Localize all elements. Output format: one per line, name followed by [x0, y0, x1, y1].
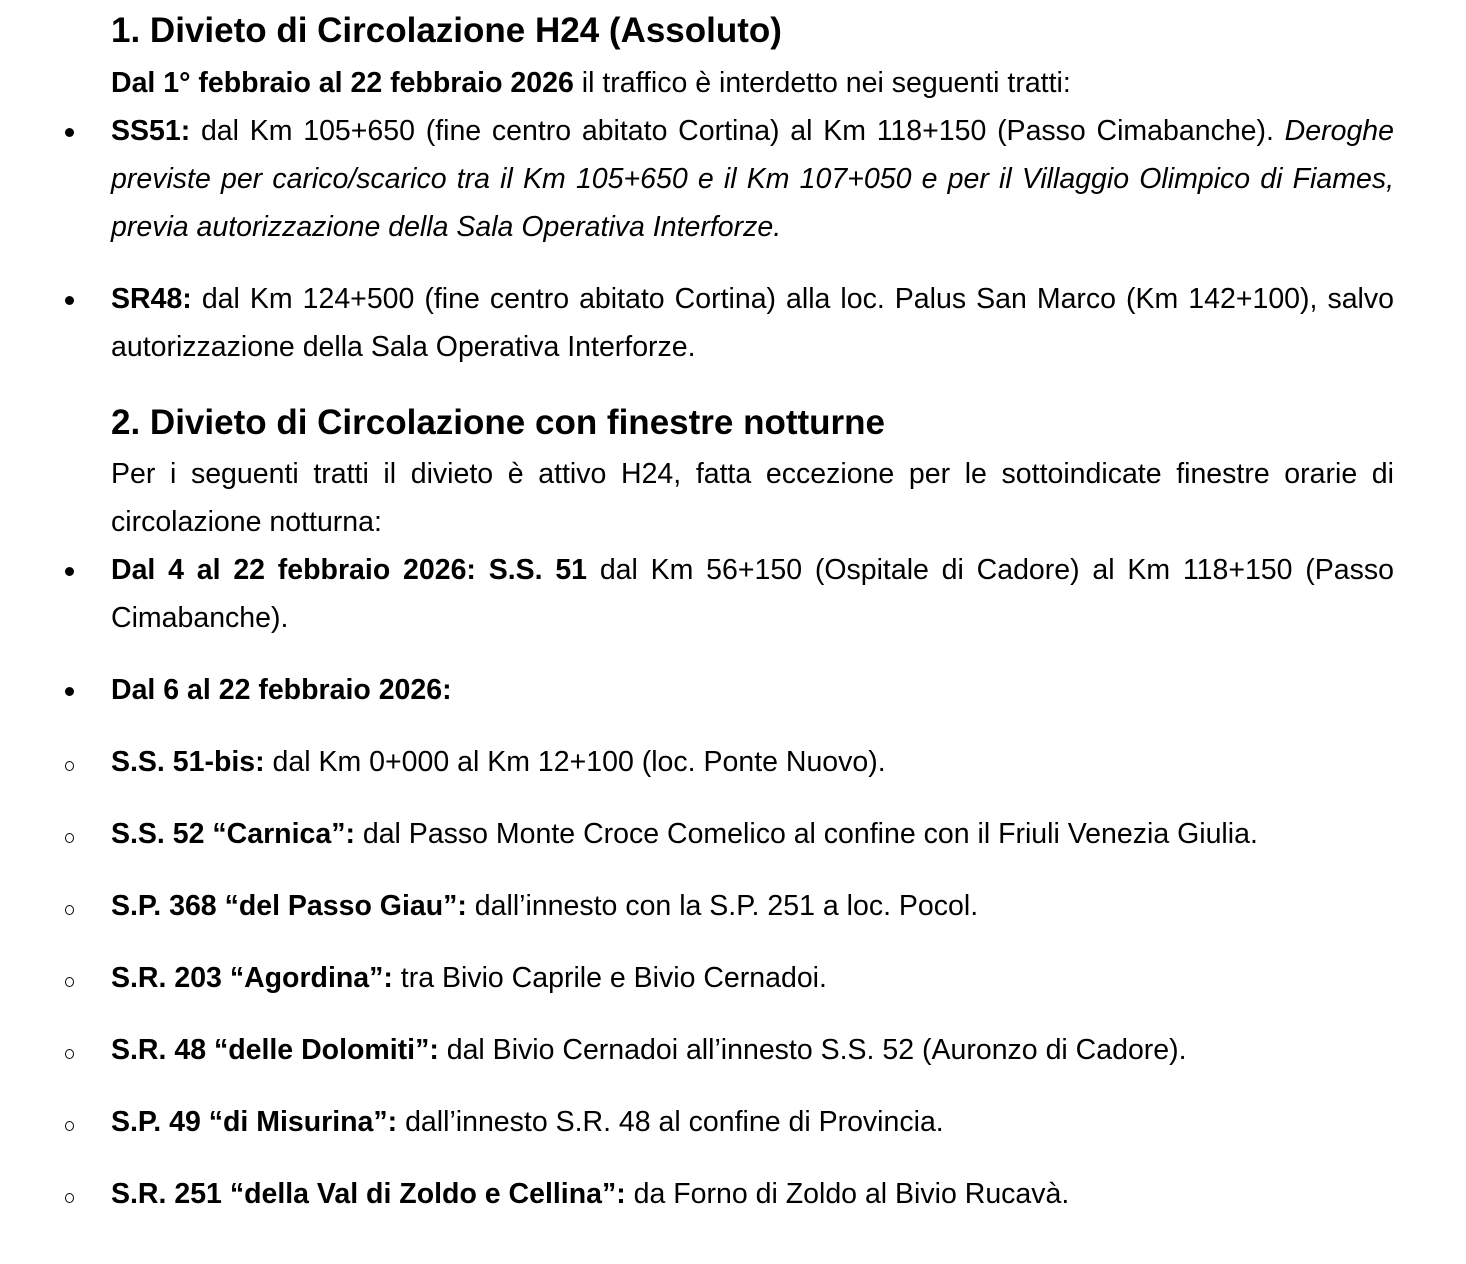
section1-intro-text: il traffico è interdetto nei seguenti tratti:: [573, 67, 1071, 99]
item-label: SR48:: [111, 283, 192, 315]
section2-item-dal6: [111, 666, 1394, 714]
bullet-icon: [63, 294, 75, 306]
subitem-label: S.S. 51-bis:: [111, 746, 265, 778]
section1-intro: [111, 59, 1394, 107]
subitem-text: dal Bivio Cernadoi all’innesto S.S. 52 (Auronzo di Cadore).: [438, 1034, 1187, 1066]
subitem-label: S.S. 52 “Carnica”:: [111, 818, 355, 850]
circle-bullet-icon: [63, 1048, 75, 1060]
subitem-text: dal Km 0+000 al Km 12+100 (loc. Ponte Nuovo).: [264, 746, 886, 778]
subitem-label: S.P. 368 “del Passo Giau”:: [111, 890, 467, 922]
subitem-text: dall’innesto S.R. 48 al confine di Provincia.: [397, 1106, 944, 1138]
section2-item-ss51: [111, 546, 1394, 642]
subitem-text: dall’innesto con la S.P. 251 a loc. Pocol.: [466, 890, 979, 922]
subitem-sr48: [111, 1026, 1394, 1074]
section1-heading: 1. Divieto di Circolazione H24 (Assoluto): [111, 11, 782, 50]
section2-heading: 2. Divieto di Circolazione con finestre notturne: [111, 403, 885, 442]
section1-intro-dates: Dal 1° febbraio al 22 febbraio 2026: [111, 67, 574, 99]
bullet-icon: [63, 126, 75, 138]
bullet-icon: [63, 565, 75, 577]
circle-bullet-icon: [63, 904, 75, 916]
item-label: Dal 6 al 22 febbraio 2026:: [111, 674, 452, 706]
subitem-text: tra Bivio Caprile e Bivio Cernadoi.: [392, 962, 827, 994]
subitem-label: S.R. 251 “della Val di Zoldo e Cellina”:: [111, 1178, 626, 1210]
subitem-label: S.R. 48 “delle Dolomiti”:: [111, 1034, 439, 1066]
subitem-ss51bis: [111, 738, 1394, 786]
subitem-text: dal Passo Monte Croce Comelico al confine con il Friuli Venezia Giulia.: [354, 818, 1258, 850]
subitem-sr203: [111, 954, 1394, 1002]
circle-bullet-icon: [63, 1120, 75, 1132]
subitem-sp49: [111, 1098, 1394, 1146]
item-label: SS51:: [111, 115, 191, 147]
subitem-text: da Forno di Zoldo al Bivio Rucavà.: [625, 1178, 1070, 1210]
subitem-ss52: [111, 810, 1394, 858]
item-text: dal Km 105+650 (fine centro abitato Cortina) al Km 118+150 (Passo Cimabanche).: [190, 115, 1285, 147]
item-text: dal Km 124+500 (fine centro abitato Cortina) alla loc. Palus San Marco (Km 142+100), salvo autorizzazione della Sala Operativa Interforze.: [111, 283, 1394, 363]
subitem-label: S.P. 49 “di Misurina”:: [111, 1106, 398, 1138]
circle-bullet-icon: [63, 760, 75, 772]
circle-bullet-icon: [63, 1192, 75, 1204]
circle-bullet-icon: [63, 976, 75, 988]
item-note: Deroghe previste per carico/scarico tra il Km 105+650 e il Km 107+050 e per il Villaggio Olimpico di Fiames, previa autorizzazione della Sala Operativa Interforze.: [111, 115, 1394, 243]
item-label: Dal 4 al 22 febbraio 2026: S.S. 51: [111, 554, 588, 586]
section1-item-sr48: [111, 275, 1394, 371]
section1-item-ss51: [111, 107, 1394, 251]
item-text: dal Km 56+150 (Ospitale di Cadore) al Km 118+150 (Passo Cimabanche).: [111, 554, 1394, 634]
subitem-sr251: [111, 1170, 1394, 1218]
circle-bullet-icon: [63, 832, 75, 844]
bullet-icon: [63, 685, 75, 697]
subitem-label: S.R. 203 “Agordina”:: [111, 962, 393, 994]
subitem-sp368: [111, 882, 1394, 930]
section2-intro: Per i seguenti tratti il divieto è attivo H24, fatta eccezione per le sottoindicate finestre orarie di circolazione notturna:: [111, 458, 1394, 538]
